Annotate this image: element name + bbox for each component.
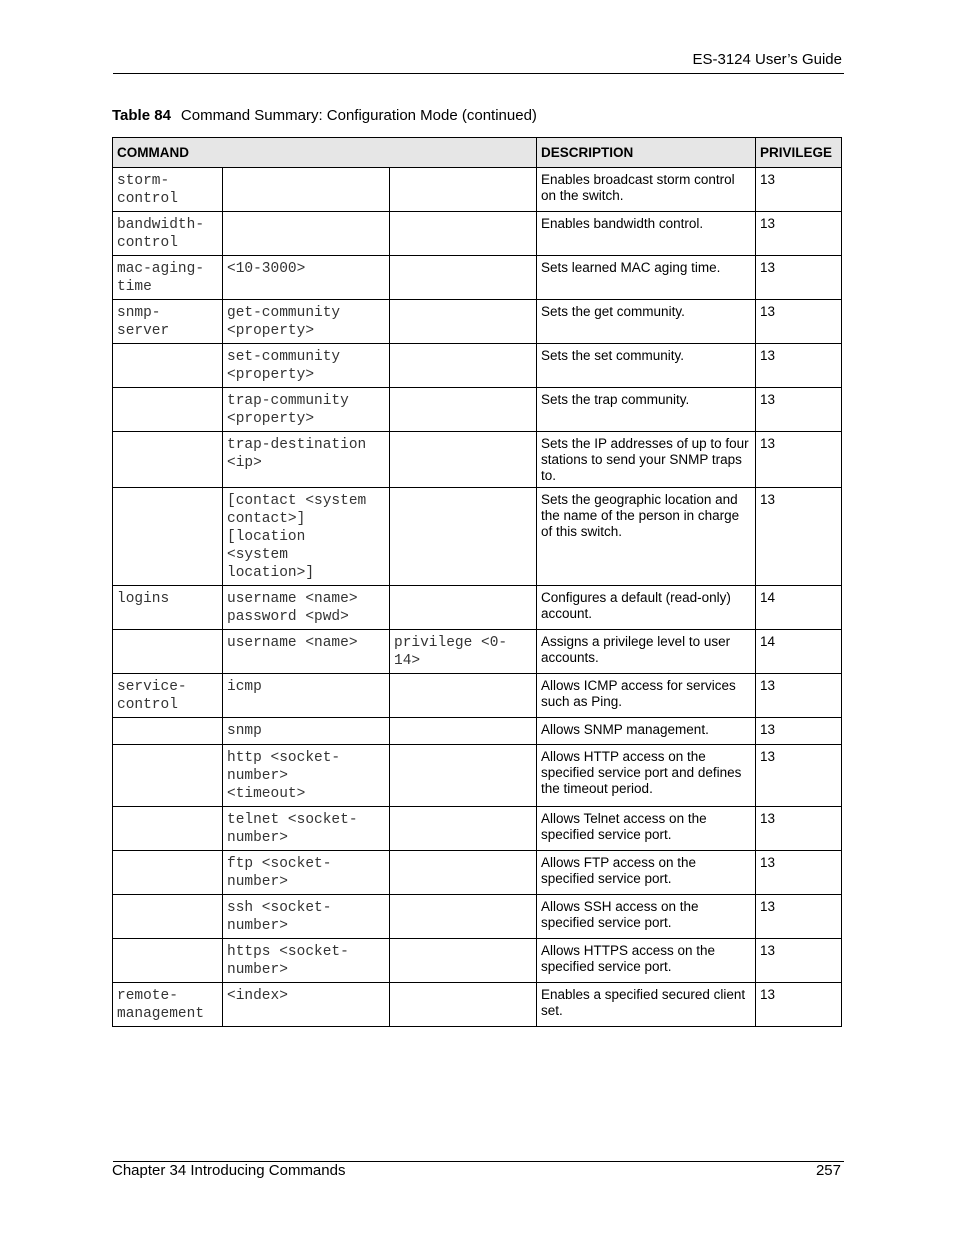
description-cell xyxy=(537,718,756,745)
command-cell-text: bandwidth- control xyxy=(117,217,205,251)
privilege-cell xyxy=(756,344,842,388)
command-cell xyxy=(113,256,223,300)
privilege-cell xyxy=(756,212,842,256)
description-cell-text: Sets the IP addresses of up to four stations to send your SNMP traps to. xyxy=(541,436,749,483)
description-cell xyxy=(537,212,756,256)
header-privilege: PRIVILEGE xyxy=(756,138,842,168)
table-row xyxy=(113,895,842,939)
option-cell xyxy=(390,745,537,807)
argument-cell-text: username <name> password <pwd> xyxy=(227,591,358,625)
argument-cell xyxy=(223,586,390,630)
description-cell xyxy=(537,851,756,895)
privilege-cell-text: 13 xyxy=(760,855,776,870)
privilege-cell xyxy=(756,851,842,895)
command-cell xyxy=(113,212,223,256)
argument-cell-text: http <socket- number> <timeout> xyxy=(227,750,341,802)
argument-cell-text: set-community <property> xyxy=(227,349,341,383)
description-cell xyxy=(537,895,756,939)
description-cell-text: Allows Telnet access on the specified service port. xyxy=(541,811,707,842)
table-row xyxy=(113,300,842,344)
description-cell-text: Allows HTTPS access on the specified service port. xyxy=(541,943,716,974)
table-caption xyxy=(112,107,537,124)
privilege-cell xyxy=(756,745,842,807)
privilege-cell-text: 13 xyxy=(760,678,776,693)
command-summary-table xyxy=(112,137,842,1027)
description-cell xyxy=(537,388,756,432)
table-row xyxy=(113,983,842,1027)
option-cell-text: privilege <0- 14> xyxy=(394,635,508,669)
privilege-cell-text: 13 xyxy=(760,436,776,451)
command-cell xyxy=(113,983,223,1027)
privilege-cell xyxy=(756,983,842,1027)
table-caption-text: Command Summary: Configuration Mode (continued) xyxy=(180,107,537,124)
description-cell xyxy=(537,256,756,300)
command-cell xyxy=(113,674,223,718)
header-command: COMMAND xyxy=(113,138,537,168)
table-row xyxy=(113,344,842,388)
description-cell xyxy=(537,586,756,630)
table-row xyxy=(113,674,842,718)
description-cell xyxy=(537,630,756,674)
description-cell-text: Sets the set community. xyxy=(541,348,685,363)
option-cell xyxy=(390,718,537,745)
argument-cell-text: username <name> xyxy=(227,635,358,651)
privilege-cell-text: 13 xyxy=(760,811,776,826)
description-cell-text: Allows FTP access on the specified service port. xyxy=(541,855,697,886)
command-cell xyxy=(113,344,223,388)
command-cell-text: snmp- server xyxy=(117,305,170,339)
privilege-cell xyxy=(756,586,842,630)
option-cell xyxy=(390,895,537,939)
description-cell-text: Enables bandwidth control. xyxy=(541,216,704,231)
table-header-row xyxy=(113,138,842,168)
option-cell xyxy=(390,432,537,488)
command-cell xyxy=(113,432,223,488)
argument-cell xyxy=(223,895,390,939)
description-cell-text: Assigns a privilege level to user accounts. xyxy=(541,634,731,665)
privilege-cell xyxy=(756,256,842,300)
command-cell xyxy=(113,168,223,212)
privilege-cell-text: 13 xyxy=(760,304,776,319)
table-row xyxy=(113,807,842,851)
privilege-cell-text: 13 xyxy=(760,899,776,914)
command-cell xyxy=(113,895,223,939)
description-cell xyxy=(537,488,756,586)
argument-cell xyxy=(223,344,390,388)
command-cell xyxy=(113,718,223,745)
table-row xyxy=(113,432,842,488)
privilege-cell xyxy=(756,895,842,939)
command-cell xyxy=(113,939,223,983)
command-cell-text: logins xyxy=(117,591,170,607)
command-cell xyxy=(113,745,223,807)
option-cell xyxy=(390,388,537,432)
privilege-cell-text: 13 xyxy=(760,987,776,1002)
description-cell-text: Allows HTTP access on the specified service port and defines the timeout period. xyxy=(541,749,742,796)
argument-cell xyxy=(223,432,390,488)
description-cell-text: Sets the geographic location and the name of the person in charge of this switch. xyxy=(541,492,740,539)
description-cell-text: Sets the get community. xyxy=(541,304,685,319)
description-cell-text: Sets learned MAC aging time. xyxy=(541,260,721,275)
command-cell xyxy=(113,807,223,851)
command-cell xyxy=(113,300,223,344)
argument-cell-text: snmp xyxy=(227,723,262,739)
command-cell-text: service- control xyxy=(117,679,187,713)
argument-cell-text: <10-3000> xyxy=(227,261,306,277)
option-cell xyxy=(390,212,537,256)
header-description: DESCRIPTION xyxy=(537,138,756,168)
table-row xyxy=(113,388,842,432)
table-row xyxy=(113,745,842,807)
description-cell xyxy=(537,939,756,983)
privilege-cell xyxy=(756,168,842,212)
argument-cell-text: <index> xyxy=(227,988,288,1004)
argument-cell-text: trap-destination <ip> xyxy=(227,437,367,471)
option-cell xyxy=(390,630,537,674)
argument-cell xyxy=(223,718,390,745)
argument-cell-text: icmp xyxy=(227,679,262,695)
privilege-cell xyxy=(756,939,842,983)
running-header-title: ES-3124 User’s Guide xyxy=(692,51,842,68)
argument-cell xyxy=(223,300,390,344)
description-cell xyxy=(537,168,756,212)
description-cell xyxy=(537,983,756,1027)
argument-cell-text: get-community <property> xyxy=(227,305,341,339)
option-cell xyxy=(390,939,537,983)
footer-chapter: Chapter 34 Introducing Commands xyxy=(112,1162,346,1179)
option-cell xyxy=(390,344,537,388)
argument-cell-text: ssh <socket- number> xyxy=(227,900,332,934)
privilege-cell xyxy=(756,807,842,851)
privilege-cell xyxy=(756,432,842,488)
argument-cell xyxy=(223,983,390,1027)
table-row xyxy=(113,586,842,630)
table-row xyxy=(113,256,842,300)
argument-cell xyxy=(223,851,390,895)
option-cell xyxy=(390,851,537,895)
privilege-cell-text: 13 xyxy=(760,943,776,958)
privilege-cell xyxy=(756,300,842,344)
privilege-cell-text: 13 xyxy=(760,172,776,187)
table-row xyxy=(113,168,842,212)
table-row xyxy=(113,718,842,745)
argument-cell xyxy=(223,256,390,300)
command-cell-text: remote- management xyxy=(117,988,205,1022)
command-cell xyxy=(113,388,223,432)
argument-cell xyxy=(223,674,390,718)
description-cell-text: Sets the trap community. xyxy=(541,392,690,407)
description-cell xyxy=(537,674,756,718)
argument-cell xyxy=(223,168,390,212)
argument-cell xyxy=(223,807,390,851)
privilege-cell-text: 13 xyxy=(760,216,776,231)
description-cell xyxy=(537,344,756,388)
footer-page-number: 257 xyxy=(815,1162,841,1179)
argument-cell xyxy=(223,745,390,807)
privilege-cell xyxy=(756,388,842,432)
argument-cell xyxy=(223,488,390,586)
option-cell xyxy=(390,983,537,1027)
command-cell xyxy=(113,630,223,674)
description-cell-text: Allows SSH access on the specified service port. xyxy=(541,899,699,930)
option-cell xyxy=(390,256,537,300)
command-cell xyxy=(113,488,223,586)
privilege-cell-text: 13 xyxy=(760,348,776,363)
argument-cell-text: ftp <socket- number> xyxy=(227,856,332,890)
privilege-cell xyxy=(756,630,842,674)
argument-cell xyxy=(223,388,390,432)
description-cell-text: Configures a default (read-only) account. xyxy=(541,590,731,621)
description-cell-text: Enables broadcast storm control on the switch. xyxy=(541,172,735,203)
option-cell xyxy=(390,300,537,344)
privilege-cell-text: 13 xyxy=(760,749,776,764)
table-row xyxy=(113,630,842,674)
argument-cell-text: trap-community <property> xyxy=(227,393,349,427)
privilege-cell-text: 13 xyxy=(760,392,776,407)
command-cell-text: mac-aging- time xyxy=(117,261,205,295)
description-cell xyxy=(537,807,756,851)
option-cell xyxy=(390,488,537,586)
argument-cell xyxy=(223,939,390,983)
option-cell xyxy=(390,586,537,630)
option-cell xyxy=(390,168,537,212)
privilege-cell-text: 13 xyxy=(760,492,776,507)
option-cell xyxy=(390,674,537,718)
command-cell-text: storm- control xyxy=(117,173,178,207)
argument-cell-text: telnet <socket- number> xyxy=(227,812,358,846)
table-caption-label: Table 84 xyxy=(112,107,171,124)
argument-cell xyxy=(223,630,390,674)
privilege-cell-text: 13 xyxy=(760,260,776,275)
table-row xyxy=(113,851,842,895)
description-cell-text: Allows ICMP access for services such as Ping. xyxy=(541,678,736,709)
command-cell xyxy=(113,851,223,895)
privilege-cell-text: 14 xyxy=(760,634,776,649)
description-cell xyxy=(537,300,756,344)
privilege-cell-text: 13 xyxy=(760,722,776,737)
option-cell xyxy=(390,807,537,851)
description-cell-text: Allows SNMP management. xyxy=(541,722,709,737)
description-cell-text: Enables a specified secured client set. xyxy=(541,987,746,1018)
privilege-cell xyxy=(756,718,842,745)
argument-cell-text: https <socket- number> xyxy=(227,944,349,978)
argument-cell-text: [contact <system contact>] [location <system location>] xyxy=(227,493,367,581)
argument-cell xyxy=(223,212,390,256)
privilege-cell-text: 14 xyxy=(760,590,776,605)
privilege-cell xyxy=(756,674,842,718)
privilege-cell xyxy=(756,488,842,586)
header-rule xyxy=(113,73,844,74)
command-cell xyxy=(113,586,223,630)
table-body xyxy=(113,168,842,1027)
description-cell xyxy=(537,745,756,807)
table-row xyxy=(113,212,842,256)
description-cell xyxy=(537,432,756,488)
table-row xyxy=(113,939,842,983)
table-row xyxy=(113,488,842,586)
